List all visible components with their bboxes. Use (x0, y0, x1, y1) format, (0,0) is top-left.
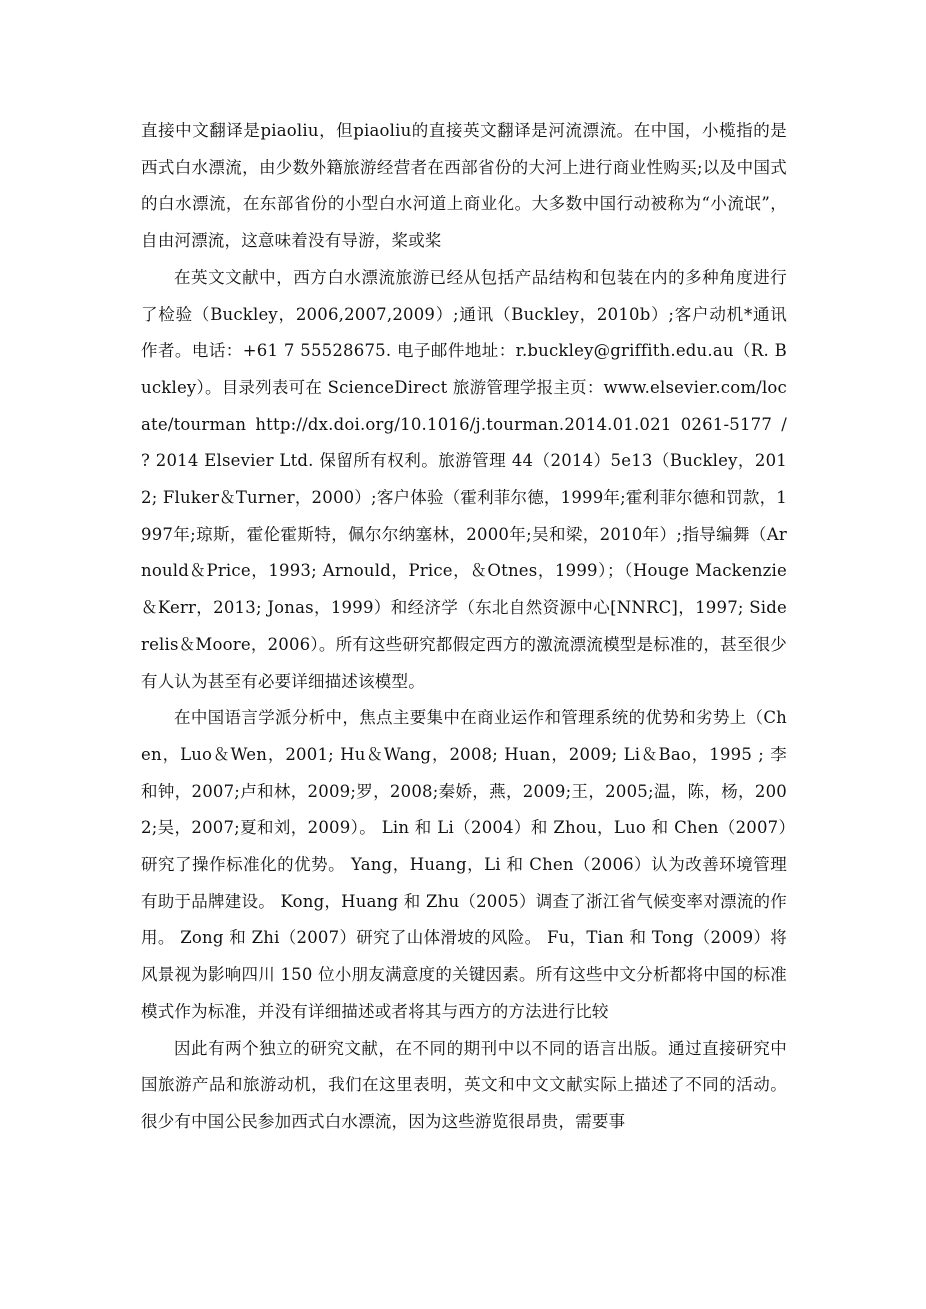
paragraph-1: 直接中文翻译是piaoliu，但piaoliu的直接英文翻译是河流漂流。在中国，小榄指的是西式白水漂流，由少数外籍旅游经营者在西部省份的大河上进行商业性购买;以及中国式的白水漂流，在东部省份的小型白水河道上商业化。大多数中国行动被称为“小流氓”，自由河漂流，这意味着没有导游，桨或桨 (141, 121, 787, 251)
paragraph-4: 因此有两个独立的研究文献，在不同的期刊中以不同的语言出版。通过直接研究中国旅游产品和旅游动机，我们在这里表明，英文和中文文献实际上描述了不同的活动。很少有中国公民参加西式白水漂流，因为这些游览很昂贵，需要事 (141, 1038, 787, 1131)
paragraph-2: 在英文文献中，西方白水漂流旅游已经从包括产品结构和包装在内的多种角度进行了检验（Buckley，2006,2007,2009）;通讯（Buckley，2010b）;客户动机*通讯作者。电话：+61 7 55528675. 电子邮件地址：r.buckley@griffith.edu.au（R. Buckley）。目录列表可在 ScienceDirect 旅游管理学报主页：www.elsevier.com/locate/tourman http://dx.doi.org/10.1016/j.tourman.2014.01.021 0261-5177 / ? 2014 Elsevier Ltd. 保留所有权利。旅游管理 44（2014）5e13（Buckley，2012; Fluker＆Turner，2000）;客户体验（霍利菲尔德，1999年;霍利菲尔德和罚款，1997年;琼斯，霍伦霍斯特，佩尔尔纳塞林，2000年;吴和梁，2010年）;指导编舞（Arnould＆Price，1993; Arnould，Price，＆Otnes，1999）；（Houge Mackenzie＆Kerr，2013; Jonas，1999）和经济学（东北自然资源中心[NNRC]，1997; Siderelis＆Moore，2006）。所有这些研究都假定西方的激流漂流模型是标准的，甚至很少有人认为甚至有必要详细描述该模型。 (141, 267, 787, 691)
body-text (141, 113, 787, 1141)
paragraph-3: 在中国语言学派分析中，焦点主要集中在商业运作和管理系统的优势和劣势上（Chen，Luo＆Wen，2001; Hu＆Wang，2008; Huan，2009; Li＆Bao，1995 ; 李和钟，2007;卢和林，2009;罗，2008;秦娇，燕，2009;王，2005;温，陈，杨，2002;吴，2007;夏和刘，2009）。 Lin 和 Li（2004）和 Zhou，Luo 和 Chen（2007）研究了操作标准化的优势。 Yang，Huang，Li 和 Chen（2006）认为改善环境管理有助于品牌建设。 Kong，Huang 和 Zhu（2005）调查了浙江省气候变率对漂流的作用。 Zong 和 Zhi（2007）研究了山体滑坡的风险。 Fu，Tian 和 Tong（2009）将风景视为影响四川 150 位小朋友满意度的关键因素。所有这些中文分析都将中国的标准模式作为标准，并没有详细描述或者将其与西方的方法进行比较 (141, 708, 787, 1021)
